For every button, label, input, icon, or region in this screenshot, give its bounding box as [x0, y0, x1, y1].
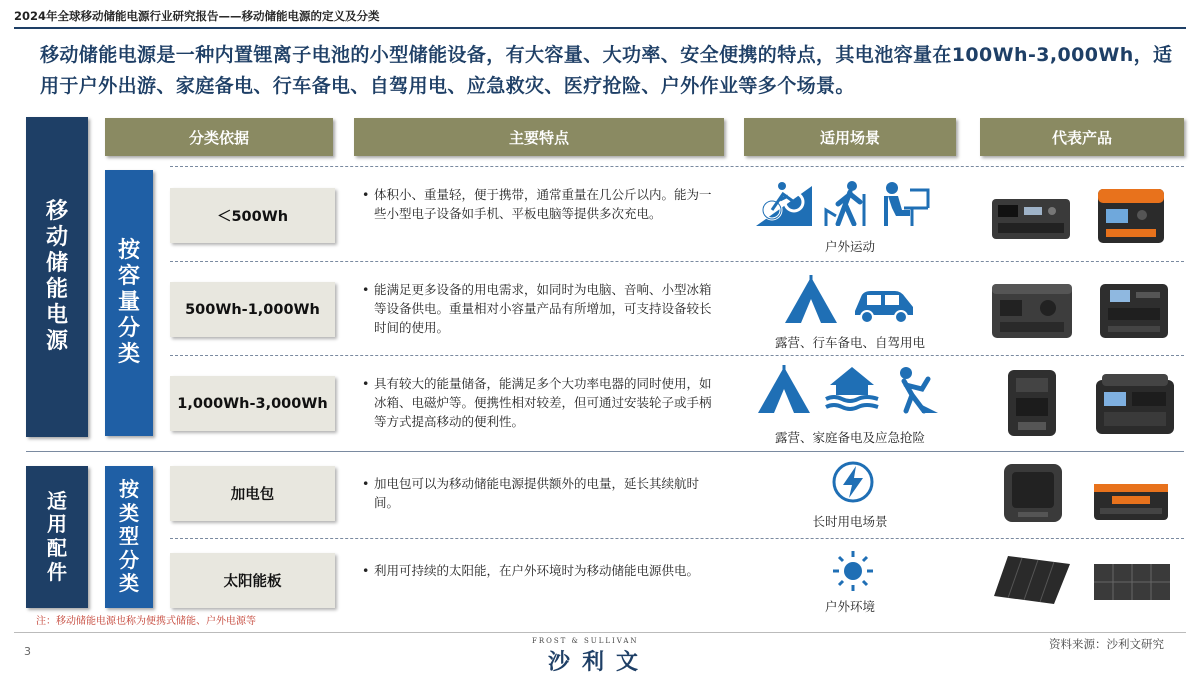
source-note: 资料来源：沙利文研究: [1049, 637, 1164, 651]
row-scene-icons-3: [756, 365, 938, 415]
row-divider: [170, 538, 1184, 539]
row-scene-icons-2: [783, 275, 917, 325]
sun-icon: [831, 549, 875, 593]
row-scene-extra-battery: 长时用电场景: [812, 514, 888, 529]
row-label-extra-battery: 加电包: [170, 466, 335, 521]
row-label-under-500wh: ＜500Wh: [170, 188, 335, 243]
section-divider: [26, 451, 1184, 452]
flood-house-icon: [824, 365, 880, 415]
band-mobile-power: [26, 117, 88, 437]
large-power-station-tower: [1006, 368, 1058, 438]
mountain-bike-icon: [756, 180, 812, 226]
header-rule: [14, 27, 1186, 29]
row-divider: [170, 355, 1184, 356]
row-scene-500-1000wh: 露营、行车备电、自驾用电: [774, 335, 925, 350]
column-header-scene: 适用场景: [744, 118, 956, 156]
rescue-worker-icon: [892, 365, 938, 415]
band-by-type: [105, 466, 153, 608]
row-divider: [170, 166, 1184, 167]
row-scene-icons-4: [831, 460, 875, 504]
row-feature-under-500wh: • 体积小、重量轻，便于携带，通常重量在几公斤以内。能为一些小型电子设备如手机、平板电脑等提供多次充电。: [362, 185, 722, 223]
band-accessories: [26, 466, 88, 608]
tent-icon: [756, 365, 812, 415]
medium-power-station-a: [990, 282, 1074, 340]
brand-logo: 沙利文: [548, 649, 651, 675]
row-scene-under-500wh: 户外运动: [824, 239, 875, 254]
band-by-type-label: 按类型分类: [119, 477, 139, 596]
column-header-product: 代表产品: [980, 118, 1184, 156]
row-label-solar-panel: 太阳能板: [170, 553, 335, 608]
hiker-icon: [824, 180, 870, 226]
band-by-capacity: [105, 170, 153, 436]
large-power-station-box: [1094, 372, 1176, 436]
page-header: 2024年全球移动储能电源行业研究报告——移动储能电源的定义及分类: [14, 9, 380, 23]
solar-panel-standing: [992, 554, 1072, 606]
solar-panel-folded: [1092, 562, 1172, 602]
extra-battery-black: [1000, 462, 1066, 524]
lightning-icon: [831, 460, 875, 504]
laptop-user-icon: [882, 180, 932, 226]
row-label-500-1000wh: 500Wh-1,000Wh: [170, 282, 335, 337]
footer-rule: [14, 632, 1186, 633]
page-number: 3: [24, 645, 31, 658]
headline: 移动储能电源是一种内置锂离子电池的小型储能设备，有大容量、大功率、安全便携的特点，其电池容量在100Wh-3,000Wh，适用于户外出游、家庭备电、行车备电、自驾用电、应急救灾、医疗抢险、户外作业等多个场景。: [40, 44, 1173, 97]
medium-power-station-b: [1098, 282, 1170, 340]
row-feature-solar-panel: • 利用可持续的太阳能，在户外环境时为移动储能电源供电。: [362, 561, 722, 580]
small-power-station-black: [990, 195, 1072, 241]
band-by-capacity-label: 按容量分类: [118, 238, 141, 367]
footnote: 注：移动储能电源也称为便携式储能、户外电源等: [36, 616, 256, 627]
row-divider: [170, 261, 1184, 262]
car-icon: [851, 285, 917, 325]
row-scene-icons-1: [756, 180, 932, 226]
band-accessories-label: 适用配件: [47, 488, 67, 584]
column-header-feature: 主要特点: [354, 118, 724, 156]
row-feature-extra-battery: • 加电包可以为移动储能电源提供额外的电量，延长其续航时间。: [362, 474, 722, 512]
row-feature-1000-3000wh: • 具有较大的能量储备，能满足多个大功率电器的同时使用，如冰箱、电磁炉等。便携性相对较差，但可通过安装轮子或手柄等方式提高移动的便利性。: [362, 374, 722, 431]
row-scene-1000-3000wh: 露营、家庭备电及应急抢险: [774, 430, 925, 445]
tent-icon: [783, 275, 839, 325]
row-feature-500-1000wh: • 能满足更多设备的用电需求，如同时为电脑、音响、小型冰箱等设备供电。重量相对小容量产品有所增加，可支持设备较长时间的使用。: [362, 280, 722, 337]
row-scene-solar-panel: 户外环境: [824, 599, 875, 614]
brand-subtitle: FROST & SULLIVAN: [532, 637, 639, 645]
band-mobile-power-label: 移动储能电源: [46, 199, 69, 354]
column-header-basis: 分类依据: [105, 118, 333, 156]
small-power-station-orange: [1096, 185, 1166, 245]
row-scene-icons-5: [831, 549, 875, 593]
row-label-1000-3000wh: 1,000Wh-3,000Wh: [170, 376, 335, 431]
extra-battery-orange: [1092, 480, 1170, 522]
